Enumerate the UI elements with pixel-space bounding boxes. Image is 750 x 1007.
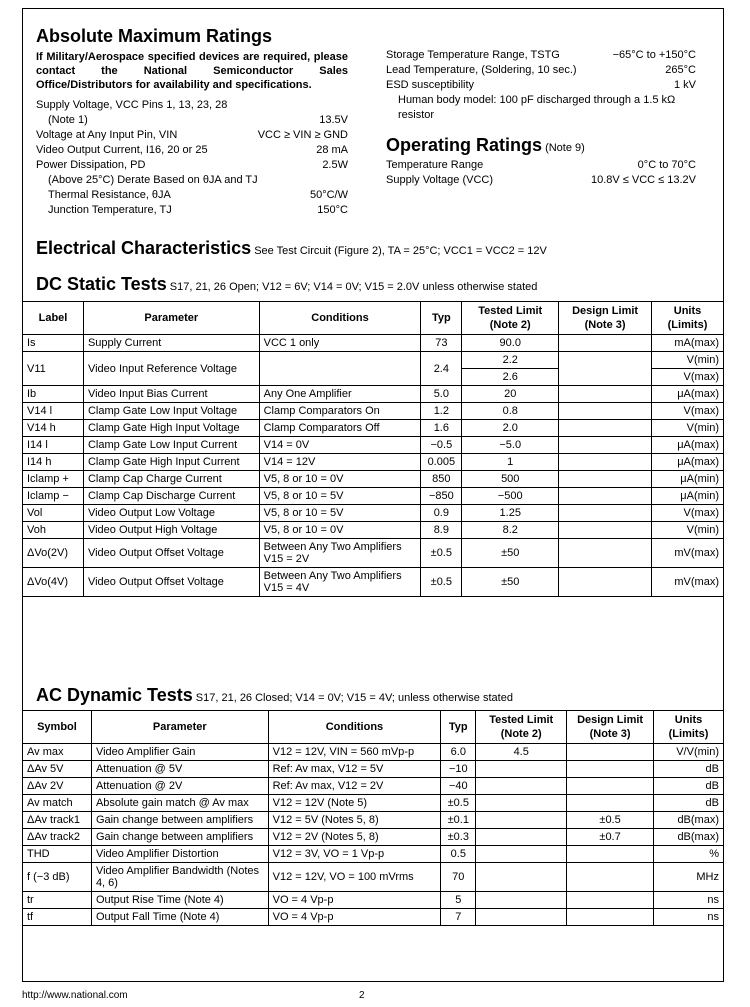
row-parameter: Clamp Gate High Input Current [83, 454, 259, 471]
row-label: ΔAv track2 [23, 829, 92, 846]
table-row [23, 909, 724, 926]
table-row [23, 403, 724, 420]
row-tested-limit: 1 [462, 454, 559, 471]
table-row [23, 812, 724, 829]
row-tested-limit [476, 795, 567, 812]
row-design-limit: ±0.7 [567, 829, 654, 846]
abs-max-title: Absolute Maximum Ratings [36, 26, 273, 46]
row-tested-limit: −5.0 [462, 437, 559, 454]
row-label: Voh [23, 522, 84, 539]
table-row [23, 420, 724, 437]
row-label: ΔAv 5V [23, 761, 92, 778]
row-design-limit [567, 795, 654, 812]
row-conditions [259, 352, 421, 386]
abs-max-left-list [36, 98, 348, 218]
dc-header-3: Typ [421, 302, 462, 335]
row-typ: −850 [421, 488, 462, 505]
row-typ: 8.9 [421, 522, 462, 539]
abs-left-row [36, 128, 348, 143]
row-conditions: V5, 8 or 10 = 0V [259, 522, 421, 539]
row-units: V(min) [652, 522, 724, 539]
dc-heading [36, 274, 716, 295]
row-label: f (−3 dB) [23, 863, 92, 892]
row-design-limit [559, 505, 652, 522]
row-design-limit [559, 352, 652, 386]
row-tested-limit: 500 [462, 471, 559, 488]
table-row [23, 522, 724, 539]
table-row [23, 505, 724, 522]
abs-right-row [386, 93, 696, 123]
row-parameter: Clamp Cap Discharge Current [83, 488, 259, 505]
row-typ: 73 [421, 335, 462, 352]
row-units: μA(max) [652, 437, 724, 454]
row-parameter: Video Input Reference Voltage [83, 352, 259, 386]
row-label: ΔAv track1 [23, 812, 92, 829]
op-ratings-heading [386, 135, 696, 156]
elec-heading [36, 238, 716, 259]
row-design-limit [559, 488, 652, 505]
abs-left-row [36, 188, 348, 203]
row-units: dB(max) [654, 829, 724, 846]
row-design-limit [559, 437, 652, 454]
table-row [23, 488, 724, 505]
row-units: μA(max) [652, 454, 724, 471]
row-units: ns [654, 892, 724, 909]
abs-right-row [386, 78, 696, 93]
row-parameter: Video Output Offset Voltage [83, 568, 259, 597]
row-typ: −10 [441, 761, 476, 778]
row-typ: 1.2 [421, 403, 462, 420]
table-row [23, 892, 724, 909]
abs-right-label: Lead Temperature, (Soldering, 10 sec.) [386, 64, 577, 76]
row-conditions: V12 = 2V (Notes 5, 8) [268, 829, 441, 846]
table-row [23, 846, 724, 863]
row-units: V(min) [652, 352, 724, 369]
row-tested-limit [476, 761, 567, 778]
row-conditions: VO = 4 Vp-p [268, 892, 441, 909]
row-parameter: Absolute gain match @ Av max [91, 795, 268, 812]
dc-header-5: Design Limit (Note 3) [559, 302, 652, 335]
row-tested-limit: −500 [462, 488, 559, 505]
row-units: mA(max) [652, 335, 724, 352]
row-tested-limit: 90.0 [462, 335, 559, 352]
dc-header-1: Parameter [83, 302, 259, 335]
abs-max-right-list [386, 48, 696, 123]
row-parameter: Clamp Gate High Input Voltage [83, 420, 259, 437]
row-design-limit [567, 778, 654, 795]
op-ratings-list [386, 158, 696, 188]
row-label: Is [23, 335, 84, 352]
table-row [23, 386, 724, 403]
row-conditions: V5, 8 or 10 = 5V [259, 505, 421, 522]
abs-left-label: (Above 25°C) Derate Based on θJA and TJ [48, 174, 258, 186]
ac-header-2: Conditions [268, 711, 441, 744]
row-units: V(max) [652, 505, 724, 522]
row-label: I14 h [23, 454, 84, 471]
row-tested-limit: 2.0 [462, 420, 559, 437]
op-rating-row [386, 158, 696, 173]
table-row [23, 471, 724, 488]
row-label: Av max [23, 744, 92, 761]
op-ratings-note: (Note 9) [545, 142, 585, 154]
row-design-limit [567, 892, 654, 909]
row-typ: 1.6 [421, 420, 462, 437]
abs-left-value: 2.5W [322, 159, 348, 171]
row-conditions: Any One Amplifier [259, 386, 421, 403]
row-typ: 5 [441, 892, 476, 909]
row-label: I14 l [23, 437, 84, 454]
row-tested-limit: 4.5 [476, 744, 567, 761]
elec-title: Electrical Characteristics [36, 238, 252, 258]
table-row [23, 454, 724, 471]
abs-right-value: 265°C [665, 64, 696, 76]
row-conditions: VCC 1 only [259, 335, 421, 352]
abs-right-label: Human body model: 100 pF discharged through a 1.5 kΩ resistor [398, 94, 676, 121]
row-tested-limit: 2.2 [462, 352, 559, 369]
row-tested-limit: 1.25 [462, 505, 559, 522]
row-parameter: Video Output High Voltage [83, 522, 259, 539]
row-typ: −0.5 [421, 437, 462, 454]
row-typ: 70 [441, 863, 476, 892]
row-conditions: V5, 8 or 10 = 5V [259, 488, 421, 505]
row-parameter: Output Rise Time (Note 4) [91, 892, 268, 909]
row-units: μA(min) [652, 471, 724, 488]
row-conditions: V5, 8 or 10 = 0V [259, 471, 421, 488]
abs-max-section [36, 26, 348, 218]
row-label: V14 l [23, 403, 84, 420]
row-units: V(max) [652, 403, 724, 420]
row-typ: 0.9 [421, 505, 462, 522]
row-conditions: Between Any Two Amplifiers V15 = 2V [259, 539, 421, 568]
dc-header-2: Conditions [259, 302, 421, 335]
row-units: μA(max) [652, 386, 724, 403]
row-tested-limit: ±50 [462, 539, 559, 568]
abs-left-row [36, 158, 348, 173]
row-label: V11 [23, 352, 84, 386]
row-design-limit [567, 909, 654, 926]
row-label: Vol [23, 505, 84, 522]
op-rating-label: Temperature Range [386, 159, 484, 171]
abs-left-value: 150°C [317, 204, 348, 216]
row-tested-limit [476, 846, 567, 863]
row-parameter: Video Amplifier Gain [91, 744, 268, 761]
row-typ: −40 [441, 778, 476, 795]
abs-right-value: −65°C to +150°C [612, 49, 696, 61]
row-label: Ib [23, 386, 84, 403]
table-row [23, 744, 724, 761]
row-design-limit [567, 846, 654, 863]
row-conditions: Ref: Av max, V12 = 2V [268, 778, 441, 795]
row-typ: ±0.3 [441, 829, 476, 846]
row-units: dB [654, 795, 724, 812]
row-typ: ±0.5 [421, 539, 462, 568]
abs-left-row [36, 98, 348, 113]
row-units: mV(max) [652, 568, 724, 597]
row-label: tf [23, 909, 92, 926]
abs-left-value: 13.5V [319, 114, 348, 126]
row-typ: ±0.1 [441, 812, 476, 829]
row-parameter: Gain change between amplifiers [91, 812, 268, 829]
row-tested-limit [476, 812, 567, 829]
ac-header-0: Symbol [23, 711, 92, 744]
row-conditions: V14 = 0V [259, 437, 421, 454]
page-number: 2 [359, 990, 365, 1001]
row-tested-limit [476, 909, 567, 926]
abs-right-label: ESD susceptibility [386, 79, 475, 91]
op-rating-label: Supply Voltage (VCC) [386, 174, 493, 186]
row-design-limit [567, 744, 654, 761]
op-rating-value: 10.8V ≤ VCC ≤ 13.2V [590, 174, 696, 186]
row-conditions: VO = 4 Vp-p [268, 909, 441, 926]
table-row [23, 761, 724, 778]
row-tested-limit: ±50 [462, 568, 559, 597]
row-conditions: V12 = 12V, VO = 100 mVrms [268, 863, 441, 892]
op-ratings-title: Operating Ratings [386, 135, 543, 155]
abs-left-value: VCC ≥ VIN ≥ GND [257, 129, 348, 141]
row-parameter: Clamp Gate Low Input Voltage [83, 403, 259, 420]
row-design-limit: ±0.5 [567, 812, 654, 829]
row-parameter: Attenuation @ 2V [91, 778, 268, 795]
abs-left-value: 28 mA [316, 144, 348, 156]
row-units: V(max) [652, 369, 724, 386]
row-conditions: Clamp Comparators On [259, 403, 421, 420]
row-design-limit [559, 403, 652, 420]
row-units: μA(min) [652, 488, 724, 505]
elec-note: See Test Circuit (Figure 2), TA = 25°C; VCC1 = VCC2 = 12V [254, 245, 547, 257]
row-units: dB [654, 761, 724, 778]
row-parameter: Video Output Offset Voltage [83, 539, 259, 568]
row-parameter: Gain change between amplifiers [91, 829, 268, 846]
ac-heading [36, 685, 716, 706]
table-row [23, 539, 724, 568]
abs-max-right-section [386, 48, 696, 188]
abs-right-label: Storage Temperature Range, TSTG [386, 49, 560, 61]
row-label: THD [23, 846, 92, 863]
row-tested-limit: 8.2 [462, 522, 559, 539]
row-tested-limit [476, 778, 567, 795]
row-parameter: Video Amplifier Distortion [91, 846, 268, 863]
row-parameter: Clamp Cap Charge Current [83, 471, 259, 488]
row-conditions: V12 = 3V, VO = 1 Vp-p [268, 846, 441, 863]
row-units: dB [654, 778, 724, 795]
row-design-limit [559, 568, 652, 597]
row-units: % [654, 846, 724, 863]
row-tested-limit: 0.8 [462, 403, 559, 420]
row-typ: 6.0 [441, 744, 476, 761]
ac-header-3: Typ [441, 711, 476, 744]
row-units: MHz [654, 863, 724, 892]
op-rating-row [386, 173, 696, 188]
row-label: ΔAv 2V [23, 778, 92, 795]
abs-left-value: 50°C/W [309, 189, 348, 201]
abs-left-label: Power Dissipation, PD [36, 159, 146, 171]
abs-left-row [36, 203, 348, 218]
table-row [23, 352, 724, 369]
row-conditions: V12 = 5V (Notes 5, 8) [268, 812, 441, 829]
row-typ: 2.4 [421, 352, 462, 386]
abs-left-label: Thermal Resistance, θJA [48, 189, 171, 201]
dc-header-6: Units (Limits) [652, 302, 724, 335]
row-design-limit [559, 471, 652, 488]
row-tested-limit [476, 829, 567, 846]
row-label: Iclamp + [23, 471, 84, 488]
row-typ: 0.5 [441, 846, 476, 863]
row-label: tr [23, 892, 92, 909]
table-row [23, 795, 724, 812]
row-label: ΔVo(2V) [23, 539, 84, 568]
table-row [23, 568, 724, 597]
row-units: V(min) [652, 420, 724, 437]
dc-header-0: Label [23, 302, 84, 335]
ac-note: S17, 21, 26 Closed; V14 = 0V; V15 = 4V; unless otherwise stated [195, 692, 513, 704]
row-typ: 850 [421, 471, 462, 488]
abs-left-row [36, 173, 348, 188]
row-parameter: Video Output Low Voltage [83, 505, 259, 522]
row-typ: 0.005 [421, 454, 462, 471]
row-design-limit [559, 522, 652, 539]
row-conditions: V12 = 12V (Note 5) [268, 795, 441, 812]
table-row [23, 778, 724, 795]
row-tested-limit: 20 [462, 386, 559, 403]
row-units: ns [654, 909, 724, 926]
row-tested-limit [476, 863, 567, 892]
row-parameter: Video Amplifier Bandwidth (Notes 4, 6) [91, 863, 268, 892]
abs-left-label: Junction Temperature, TJ [48, 204, 172, 216]
row-units: dB(max) [654, 812, 724, 829]
row-tested-limit [476, 892, 567, 909]
abs-right-value: 1 kV [673, 79, 696, 91]
op-rating-value: 0°C to 70°C [637, 159, 696, 171]
abs-left-label: Supply Voltage, VCC Pins 1, 13, 23, 28 [36, 99, 228, 111]
row-design-limit [567, 863, 654, 892]
row-conditions: V12 = 12V, VIN = 560 mVp-p [268, 744, 441, 761]
footer-url[interactable]: http://www.national.com [22, 990, 128, 1001]
row-typ: ±0.5 [421, 568, 462, 597]
abs-right-row [386, 63, 696, 78]
row-design-limit [559, 539, 652, 568]
row-units: V/V(min) [654, 744, 724, 761]
row-design-limit [559, 386, 652, 403]
row-label: Iclamp − [23, 488, 84, 505]
table-row [23, 335, 724, 352]
abs-max-note: If Military/Aerospace specified devices are required, please contact the National Semiconductor Sales Office/Distributors for availability and specifications. [36, 51, 348, 91]
ac-header-1: Parameter [91, 711, 268, 744]
ac-header-5: Design Limit (Note 3) [567, 711, 654, 744]
abs-left-row [36, 143, 348, 158]
row-label: V14 h [23, 420, 84, 437]
row-conditions: Ref: Av max, V12 = 5V [268, 761, 441, 778]
ac-title: AC Dynamic Tests [36, 685, 193, 705]
row-design-limit [559, 454, 652, 471]
row-design-limit [567, 761, 654, 778]
row-conditions: Between Any Two Amplifiers V15 = 4V [259, 568, 421, 597]
table-row [23, 437, 724, 454]
dc-header-4: Tested Limit (Note 2) [462, 302, 559, 335]
dc-static-table [22, 301, 724, 597]
row-label: Av match [23, 795, 92, 812]
row-conditions: V14 = 12V [259, 454, 421, 471]
table-row [23, 863, 724, 892]
abs-right-row [386, 48, 696, 63]
abs-left-label: Voltage at Any Input Pin, VIN [36, 129, 178, 141]
table-row [23, 829, 724, 846]
row-parameter: Clamp Gate Low Input Current [83, 437, 259, 454]
dc-note: S17, 21, 26 Open; V12 = 6V; V14 = 0V; V15 = 2.0V unless otherwise stated [169, 281, 538, 293]
ac-header-4: Tested Limit (Note 2) [476, 711, 567, 744]
row-typ: ±0.5 [441, 795, 476, 812]
abs-left-label: (Note 1) [48, 114, 88, 126]
abs-left-row [36, 113, 348, 128]
ac-dynamic-table [22, 710, 724, 926]
ac-header-6: Units (Limits) [654, 711, 724, 744]
row-design-limit [559, 335, 652, 352]
row-typ: 7 [441, 909, 476, 926]
row-tested-limit: 2.6 [462, 369, 559, 386]
row-label: ΔVo(4V) [23, 568, 84, 597]
row-parameter: Supply Current [83, 335, 259, 352]
row-parameter: Attenuation @ 5V [91, 761, 268, 778]
row-units: mV(max) [652, 539, 724, 568]
row-parameter: Output Fall Time (Note 4) [91, 909, 268, 926]
abs-left-label: Video Output Current, I16, 20 or 25 [36, 144, 208, 156]
row-conditions: Clamp Comparators Off [259, 420, 421, 437]
row-typ: 5.0 [421, 386, 462, 403]
row-design-limit [559, 420, 652, 437]
dc-title: DC Static Tests [36, 274, 167, 294]
row-parameter: Video Input Bias Current [83, 386, 259, 403]
